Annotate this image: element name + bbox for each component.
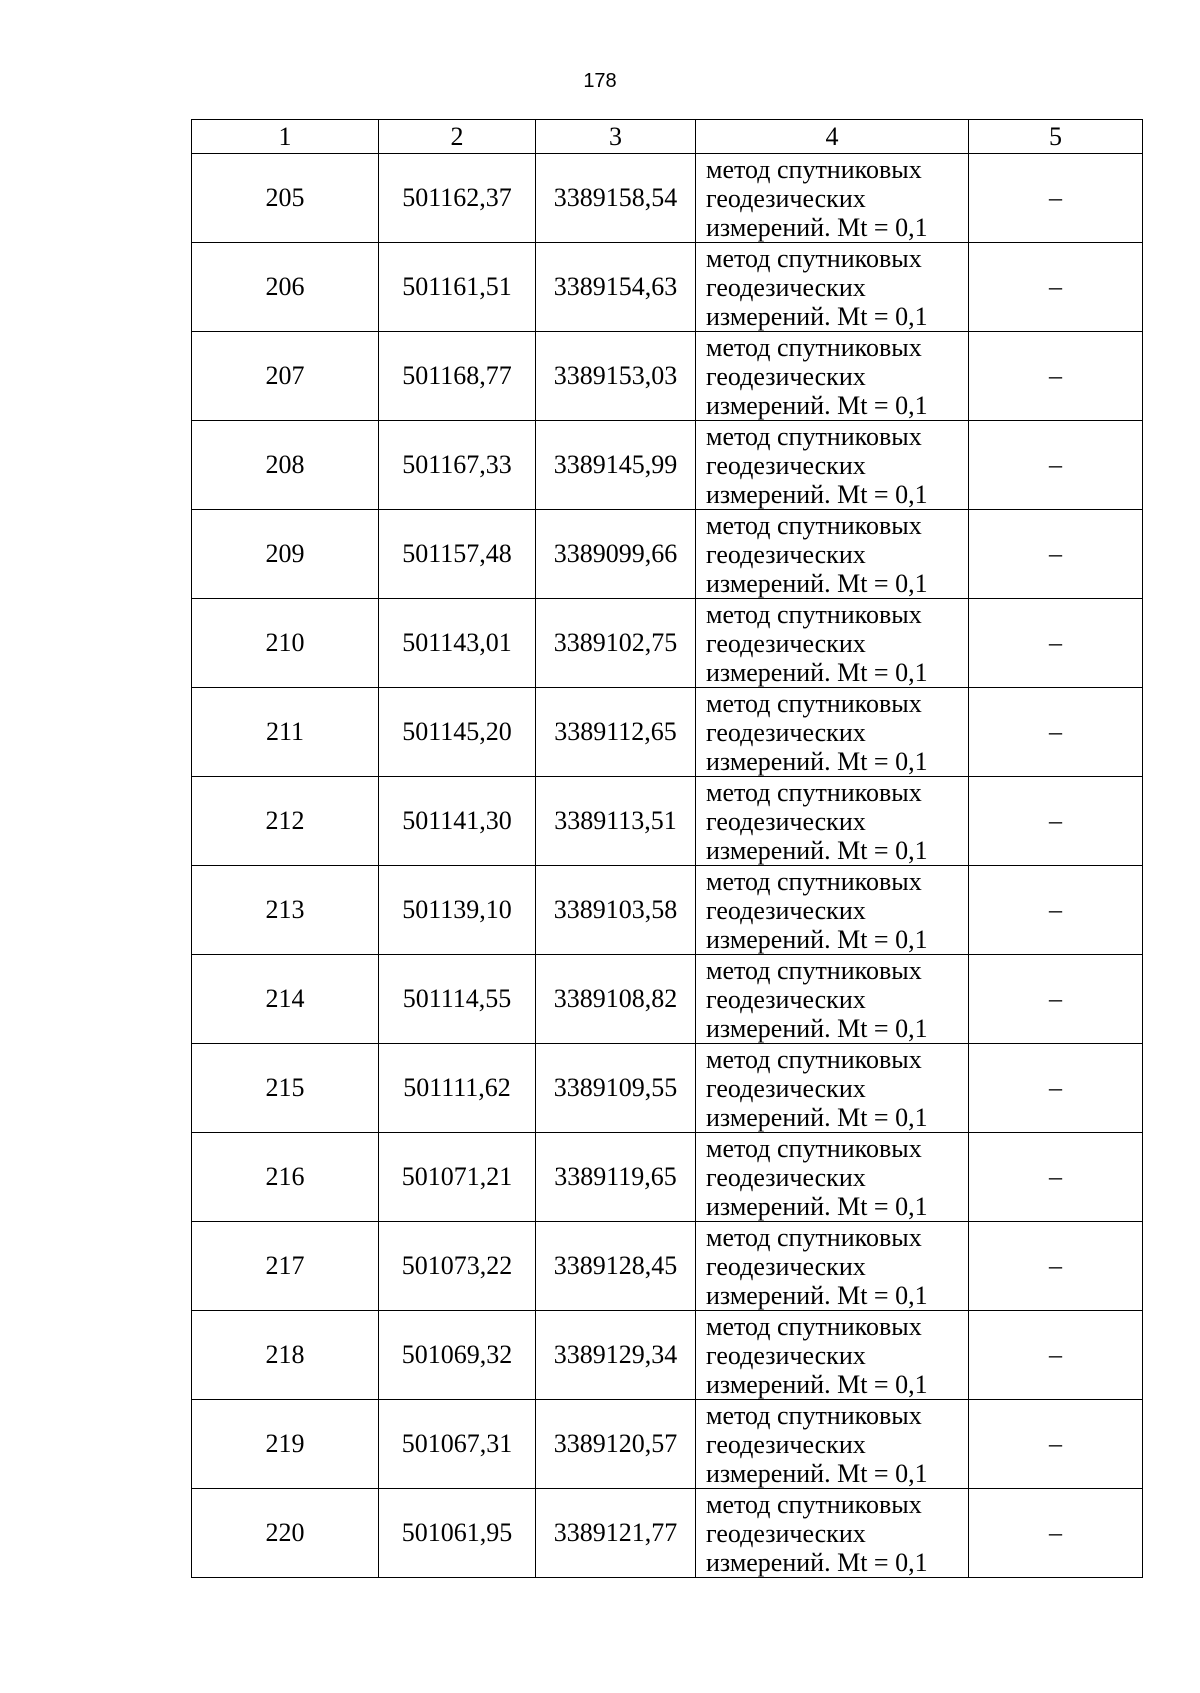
note-cell: – [969,154,1143,243]
x-coordinate-cell: 501167,33 [379,421,536,510]
method-cell [696,332,969,421]
y-coordinate-cell: 3389158,54 [536,154,696,243]
method-text-line: измерений. Mt = 0,1 [706,390,928,420]
y-coordinate-cell: 3389102,75 [536,599,696,688]
x-coordinate-cell: 501111,62 [379,1044,536,1133]
method-text-line: метод спутниковых [706,688,922,718]
point-number-cell: 218 [192,1311,379,1400]
y-coordinate-cell: 3389112,65 [536,688,696,777]
x-coordinate-cell: 501114,55 [379,955,536,1044]
y-coordinate-cell: 3389108,82 [536,955,696,1044]
header-row [192,120,1143,154]
method-text-line: измерений. Mt = 0,1 [706,924,928,954]
x-coordinate-cell: 501069,32 [379,1311,536,1400]
method-cell [696,866,969,955]
note-cell: – [969,1044,1143,1133]
x-coordinate-cell: 501071,21 [379,1133,536,1222]
point-number-cell: 209 [192,510,379,599]
y-coordinate-cell: 3389153,03 [536,332,696,421]
note-cell: – [969,1311,1143,1400]
x-coordinate-cell: 501141,30 [379,777,536,866]
method-text-line: геодезических [706,1162,866,1192]
method-text-line: метод спутниковых [706,421,922,451]
table-row [192,1044,1143,1133]
method-text-line: измерений. Mt = 0,1 [706,1013,928,1043]
y-coordinate-cell: 3389128,45 [536,1222,696,1311]
x-coordinate-cell: 501073,22 [379,1222,536,1311]
note-cell: – [969,1222,1143,1311]
column-header-5: 5 [969,120,1143,154]
note-cell: – [969,688,1143,777]
table-row [192,1400,1143,1489]
y-coordinate-cell: 3389120,57 [536,1400,696,1489]
method-text-line: измерений. Mt = 0,1 [706,746,928,776]
method-text-line: геодезических [706,717,866,747]
x-coordinate-cell: 501168,77 [379,332,536,421]
method-text-line: геодезических [706,806,866,836]
method-text-line: геодезических [706,539,866,569]
method-text-line: метод спутниковых [706,1311,922,1341]
method-text-line: геодезических [706,895,866,925]
note-cell: – [969,955,1143,1044]
table-row [192,154,1143,243]
point-number-cell: 207 [192,332,379,421]
y-coordinate-cell: 3389103,58 [536,866,696,955]
method-cell [696,1400,969,1489]
x-coordinate-cell: 501157,48 [379,510,536,599]
x-coordinate-cell: 501161,51 [379,243,536,332]
method-text-line: измерений. Mt = 0,1 [706,1102,928,1132]
note-cell: – [969,243,1143,332]
method-text-line: измерений. Mt = 0,1 [706,1280,928,1310]
table-row [192,777,1143,866]
method-cell [696,1489,969,1578]
method-cell [696,243,969,332]
y-coordinate-cell: 3389129,34 [536,1311,696,1400]
column-header-2: 2 [379,120,536,154]
point-number-cell: 208 [192,421,379,510]
point-number-cell: 216 [192,1133,379,1222]
method-text-line: геодезических [706,361,866,391]
point-number-cell: 220 [192,1489,379,1578]
table-row [192,955,1143,1044]
method-cell [696,510,969,599]
table-row [192,866,1143,955]
table-row [192,421,1143,510]
method-text-line: геодезических [706,272,866,302]
column-header-1: 1 [192,120,379,154]
method-cell [696,1222,969,1311]
table-row [192,332,1143,421]
note-cell: – [969,1133,1143,1222]
table-row [192,510,1143,599]
x-coordinate-cell: 501067,31 [379,1400,536,1489]
y-coordinate-cell: 3389099,66 [536,510,696,599]
point-number-cell: 206 [192,243,379,332]
method-cell [696,599,969,688]
method-text-line: геодезических [706,1429,866,1459]
y-coordinate-cell: 3389113,51 [536,777,696,866]
method-text-line: измерений. Mt = 0,1 [706,301,928,331]
method-cell [696,955,969,1044]
table-row [192,1133,1143,1222]
method-text-line: геодезических [706,450,866,480]
method-text-line: измерений. Mt = 0,1 [706,479,928,509]
note-cell: – [969,1400,1143,1489]
x-coordinate-cell: 501139,10 [379,866,536,955]
point-number-cell: 215 [192,1044,379,1133]
table-row [192,688,1143,777]
method-cell [696,1311,969,1400]
point-number-cell: 219 [192,1400,379,1489]
method-cell [696,688,969,777]
method-text-line: метод спутниковых [706,1044,922,1074]
method-text-line: метод спутниковых [706,510,922,540]
x-coordinate-cell: 501143,01 [379,599,536,688]
method-text-line: измерений. Mt = 0,1 [706,1191,928,1221]
method-cell [696,777,969,866]
method-text-line: геодезических [706,984,866,1014]
method-text-line: геодезических [706,628,866,658]
note-cell: – [969,510,1143,599]
table-header [192,120,1143,154]
method-text-line: геодезических [706,1073,866,1103]
note-cell: – [969,421,1143,510]
point-number-cell: 217 [192,1222,379,1311]
x-coordinate-cell: 501061,95 [379,1489,536,1578]
coordinates-table [191,119,1143,1578]
note-cell: – [969,1489,1143,1578]
y-coordinate-cell: 3389154,63 [536,243,696,332]
table-row [192,243,1143,332]
table-body [192,154,1143,1578]
note-cell: – [969,777,1143,866]
method-text-line: измерений. Mt = 0,1 [706,568,928,598]
method-text-line: измерений. Mt = 0,1 [706,1369,928,1399]
point-number-cell: 212 [192,777,379,866]
x-coordinate-cell: 501162,37 [379,154,536,243]
method-text-line: измерений. Mt = 0,1 [706,1547,928,1577]
method-cell [696,421,969,510]
method-text-line: метод спутниковых [706,1400,922,1430]
method-cell [696,154,969,243]
method-cell [696,1133,969,1222]
method-text-line: метод спутниковых [706,332,922,362]
y-coordinate-cell: 3389109,55 [536,1044,696,1133]
column-header-3: 3 [536,120,696,154]
method-text-line: измерений. Mt = 0,1 [706,657,928,687]
table-row [192,1311,1143,1400]
note-cell: – [969,332,1143,421]
method-text-line: метод спутниковых [706,777,922,807]
point-number-cell: 210 [192,599,379,688]
method-text-line: метод спутниковых [706,154,922,184]
method-text-line: метод спутниковых [706,1133,922,1163]
method-text-line: метод спутниковых [706,866,922,896]
y-coordinate-cell: 3389121,77 [536,1489,696,1578]
method-text-line: измерений. Mt = 0,1 [706,212,928,242]
method-text-line: геодезических [706,1518,866,1548]
method-text-line: измерений. Mt = 0,1 [706,1458,928,1488]
note-cell: – [969,866,1143,955]
point-number-cell: 213 [192,866,379,955]
method-text-line: геодезических [706,1251,866,1281]
method-text-line: метод спутниковых [706,599,922,629]
y-coordinate-cell: 3389145,99 [536,421,696,510]
point-number-cell: 211 [192,688,379,777]
method-text-line: измерений. Mt = 0,1 [706,835,928,865]
table-row [192,1489,1143,1578]
x-coordinate-cell: 501145,20 [379,688,536,777]
column-header-4: 4 [696,120,969,154]
method-text-line: геодезических [706,183,866,213]
table-row [192,599,1143,688]
method-cell [696,1044,969,1133]
note-cell: – [969,599,1143,688]
page-number: 178 [583,70,617,92]
point-number-cell: 214 [192,955,379,1044]
method-text-line: метод спутниковых [706,1489,922,1519]
table-row [192,1222,1143,1311]
y-coordinate-cell: 3389119,65 [536,1133,696,1222]
method-text-line: метод спутниковых [706,1222,922,1252]
point-number-cell: 205 [192,154,379,243]
method-text-line: геодезических [706,1340,866,1370]
method-text-line: метод спутниковых [706,955,922,985]
method-text-line: метод спутниковых [706,243,922,273]
